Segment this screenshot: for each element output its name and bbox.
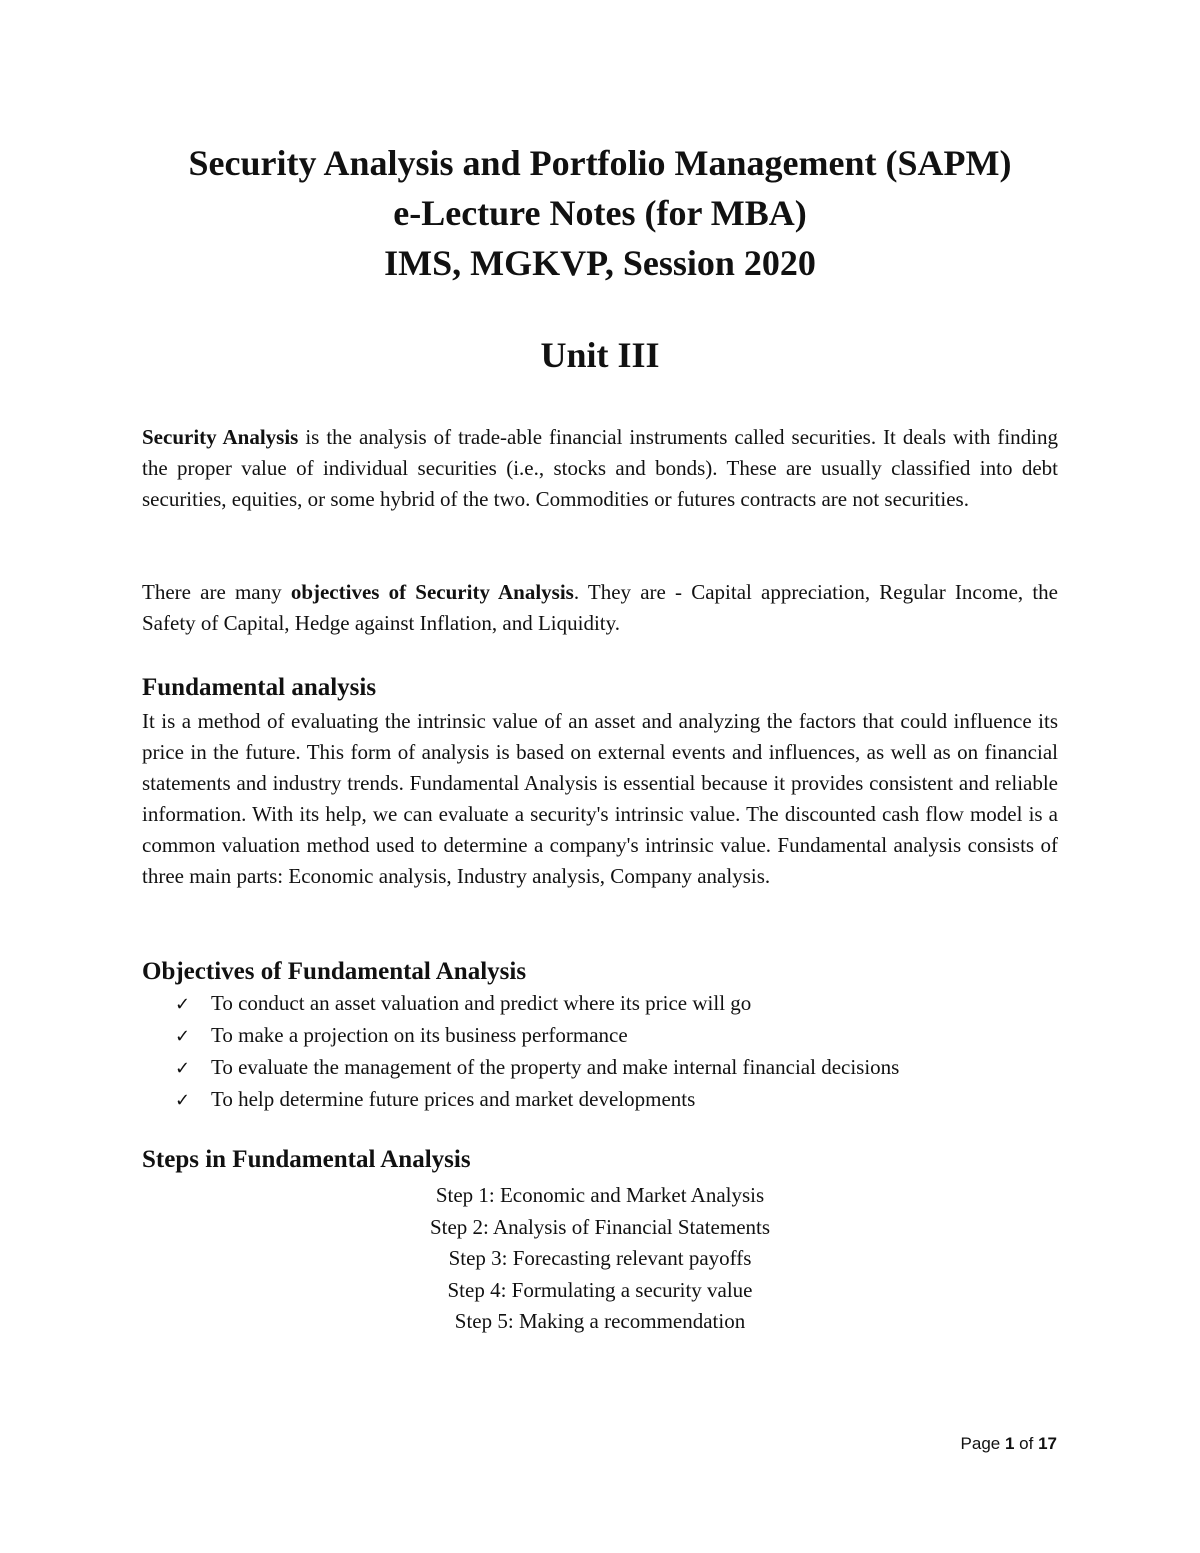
checkmark-icon: ✓ bbox=[175, 1090, 191, 1111]
step-item: Step 5: Making a recommendation bbox=[454, 1309, 746, 1333]
intro-paragraph bbox=[142, 422, 1058, 515]
title-line-session: IMS, MGKVP, Session 2020 bbox=[384, 243, 816, 283]
checkmark-icon: ✓ bbox=[175, 1058, 191, 1079]
unit-title: Unit III bbox=[540, 335, 660, 375]
step-item: Step 4: Formulating a security value bbox=[447, 1277, 753, 1302]
list-item bbox=[175, 1052, 899, 1084]
step-item: Step 1: Economic and Market Analysis bbox=[435, 1183, 765, 1207]
current-page: 1 bbox=[1004, 1434, 1015, 1453]
steps-list bbox=[0, 1180, 1200, 1338]
list-item-text: To help determine future prices and market developments bbox=[211, 1087, 696, 1111]
total-pages: 17 bbox=[1038, 1434, 1057, 1453]
list-item bbox=[175, 1084, 899, 1116]
intro-text: is the analysis of trade-able financial instruments called securities. It deals with finding the proper value of individual securities (i.e., stocks and bonds). These are usually classified into debt securities, equities, or some hybrid of the two. Commodities or futures contracts are not securities. bbox=[142, 425, 1058, 511]
objectives-text: . They are - Capital appreciation, Regular Income, the Safety of Capital, Hedge against Inflation, and Liquidity. bbox=[142, 580, 1058, 635]
checkmark-icon: ✓ bbox=[175, 1026, 191, 1047]
list-item-text: To make a projection on its business performance bbox=[211, 1023, 628, 1047]
objectives-prefix: There are many bbox=[142, 580, 291, 604]
list-item-text: To conduct an asset valuation and predict where its price will go bbox=[211, 991, 752, 1015]
step-item: Step 3: Forecasting relevant payoffs bbox=[448, 1246, 752, 1270]
objectives-fa-heading: Objectives of Fundamental Analysis bbox=[142, 958, 527, 985]
title-line-notes: e-Lecture Notes (for MBA) bbox=[393, 193, 807, 233]
objectives-paragraph bbox=[142, 577, 1058, 639]
step-item: Step 2: Analysis of Financial Statements bbox=[429, 1214, 771, 1239]
objectives-fa-list bbox=[175, 988, 899, 1116]
page-label: Page bbox=[960, 1434, 1005, 1453]
document-title bbox=[0, 138, 1200, 288]
title-line-course: Security Analysis and Portfolio Management (SAPM) bbox=[188, 143, 1012, 183]
list-item bbox=[175, 1020, 899, 1052]
objectives-term: objectives of Security Analysis bbox=[290, 580, 574, 604]
intro-term: Security Analysis bbox=[142, 425, 299, 449]
list-item bbox=[175, 988, 899, 1020]
list-item-text: To evaluate the management of the property and make internal financial decisions bbox=[211, 1055, 900, 1079]
fundamental-analysis-heading: Fundamental analysis bbox=[142, 674, 377, 701]
fundamental-analysis-paragraph: It is a method of evaluating the intrinsic value of an asset and analyzing the factors that could influence its price in the future. This form of analysis is based on external events and influences, as well as on financial statements and industry trends. Fundamental Analysis is essential because it provides consistent and reliable information. With its help, we can evaluate a security's intrinsic value. The discounted cash flow model is a common valuation method used to determine a company's intrinsic value. Fundamental analysis consists of three main parts: Economic analysis, Industry analysis, Company analysis. bbox=[142, 709, 1058, 888]
of-label: of bbox=[1014, 1434, 1039, 1453]
checkmark-icon: ✓ bbox=[175, 994, 191, 1015]
steps-heading: Steps in Fundamental Analysis bbox=[142, 1146, 471, 1173]
page-number bbox=[961, 1433, 1057, 1455]
